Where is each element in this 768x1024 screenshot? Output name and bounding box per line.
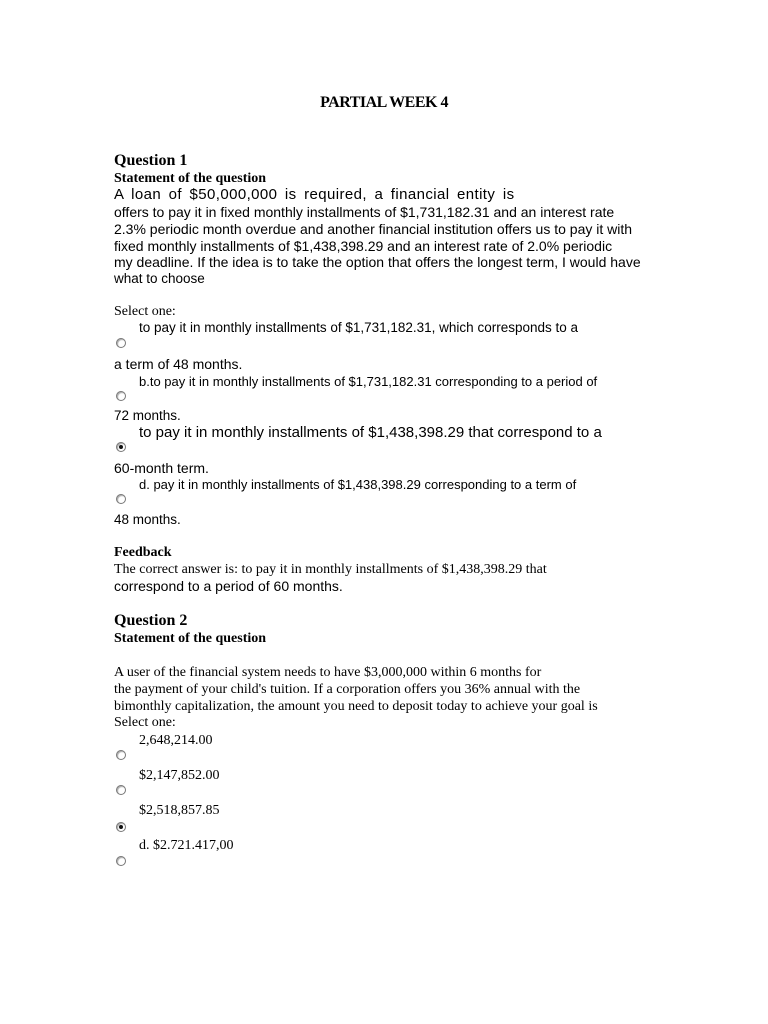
question-1-text-line: my deadline. If the idea is to take the option that offers the longest term, I would have: [114, 254, 641, 270]
q1-option-b-text-cont: 72 months.: [114, 408, 181, 423]
q2-option-c-text: $2,518,857.85: [139, 803, 220, 818]
q2-option-a-radio[interactable]: [116, 750, 126, 760]
q2-option-d-radio[interactable]: [116, 856, 126, 866]
q1-option-b-text: b.to pay it in monthly installments of $1,731,182.31 corresponding to a period of: [139, 374, 598, 389]
question-1-text-line: offers to pay it in fixed monthly installments of $1,731,182.31 and an interest rate: [114, 204, 615, 220]
q1-option-a-text: to pay it in monthly installments of $1,731,182.31, which corresponds to a: [139, 320, 579, 335]
question-2-select-label: Select one:: [114, 715, 176, 730]
q2-option-b-text: $2,147,852.00: [139, 768, 220, 783]
question-1-statement-label: Statement of the question: [114, 171, 267, 186]
feedback-label: Feedback: [114, 545, 172, 560]
radio-selected-dot: [119, 825, 123, 829]
q1-option-c-text: to pay it in monthly installments of $1,438,398.29 that correspond to a: [139, 424, 602, 441]
q1-option-d-radio[interactable]: [116, 494, 126, 504]
question-1-text-line: fixed monthly installments of $1,438,398.29 and an interest rate of 2.0% periodic: [114, 238, 613, 254]
q2-option-b-radio[interactable]: [116, 785, 126, 795]
question-1-text-line: what to choose: [114, 271, 205, 286]
question-2-heading: Question 2: [114, 612, 188, 629]
q1-option-b-radio[interactable]: [116, 391, 126, 401]
question-1-text-line: A loan of $50,000,000 is required, a financial entity is: [114, 186, 515, 203]
q1-option-a-radio[interactable]: [116, 338, 126, 348]
question-2-text-line: the payment of your child's tuition. If a corporation offers you 36% annual with the: [114, 682, 581, 697]
feedback-text: The correct answer is: to pay it in monthly installments of $1,438,398.29 that: [114, 562, 547, 577]
q1-option-d-text-cont: 48 months.: [114, 512, 181, 527]
question-2-text-line: A user of the financial system needs to have $3,000,000 within 6 months for: [114, 665, 542, 680]
question-2-statement-label: Statement of the question: [114, 631, 267, 646]
q2-option-c-radio[interactable]: [116, 822, 126, 832]
question-1-heading: Question 1: [114, 152, 188, 169]
q2-option-a-text: 2,648,214.00: [139, 733, 213, 748]
q2-option-d-text: d. $2.721.417,00: [139, 838, 234, 853]
question-1-select-label: Select one:: [114, 304, 176, 319]
radio-selected-dot: [119, 445, 123, 449]
q1-option-a-text-cont: a term of 48 months.: [114, 356, 243, 372]
q1-option-c-text-cont: 60-month term.: [114, 460, 209, 476]
q1-option-d-text: d. pay it in monthly installments of $1,438,398.29 corresponding to a term of: [139, 477, 577, 492]
q1-option-c-radio[interactable]: [116, 442, 126, 452]
question-2-text-line: bimonthly capitalization, the amount you need to deposit today to achieve your goal is: [114, 699, 598, 714]
page-title: PARTIAL WEEK 4: [320, 94, 448, 111]
question-1-text-line: 2.3% periodic month overdue and another financial institution offers us to pay it with: [114, 221, 633, 237]
feedback-text-cont: correspond to a period of 60 months.: [114, 578, 343, 594]
